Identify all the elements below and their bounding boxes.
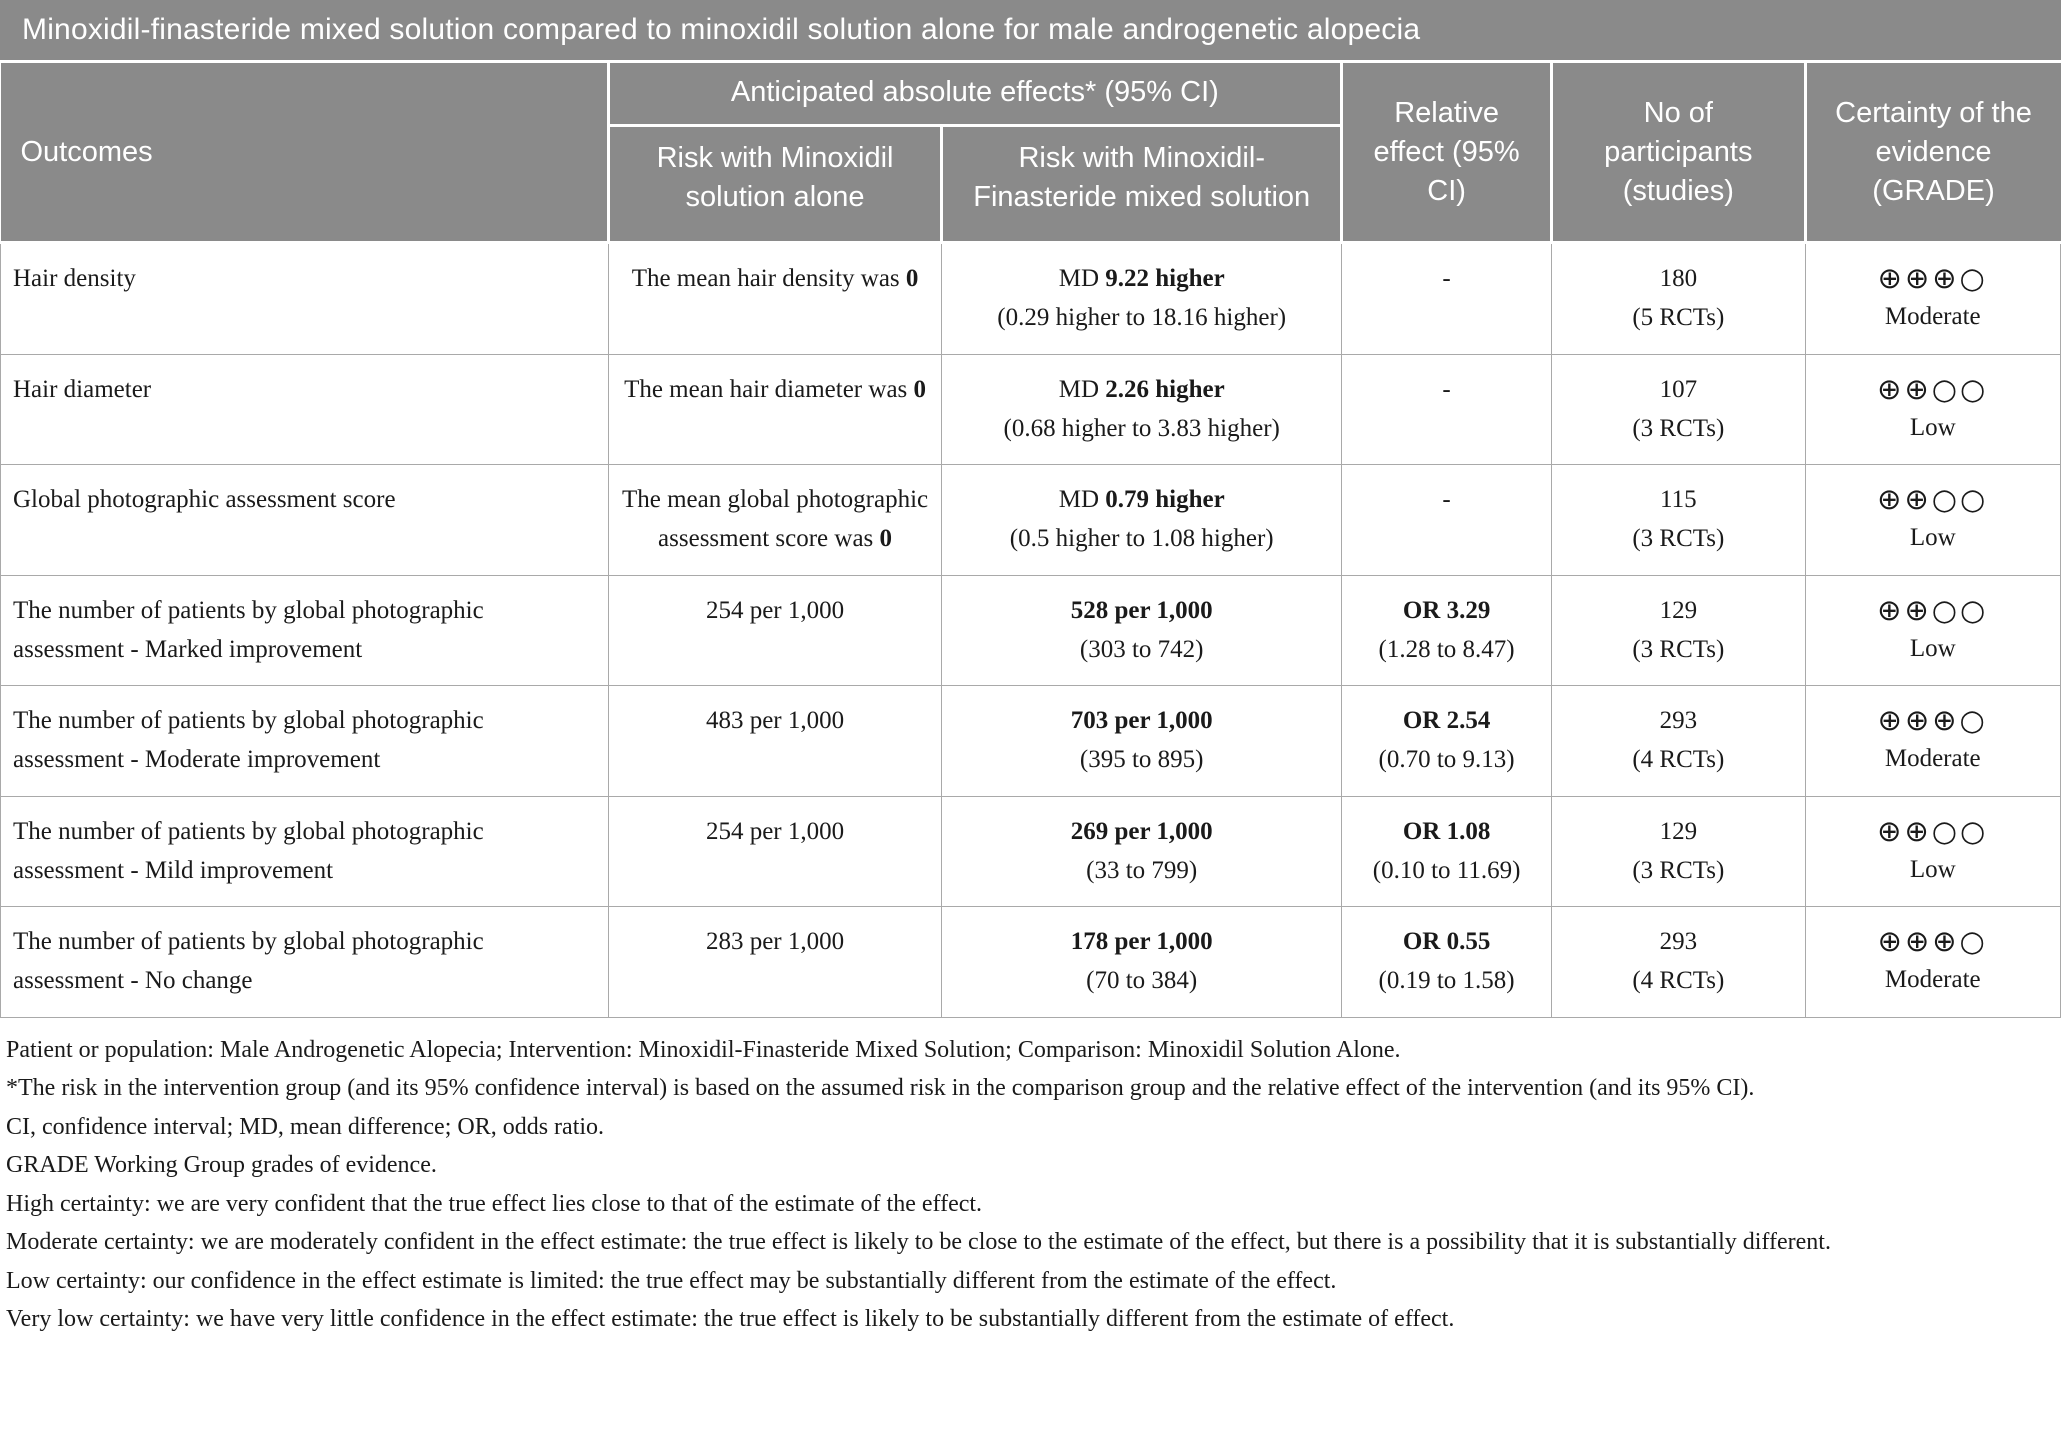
outcome-cell: [1, 243, 609, 355]
table-row: [1, 907, 2061, 1018]
header-participants: No of participants (studies): [1552, 63, 1805, 243]
control-text: The mean global photographic assessment score was: [621, 486, 929, 553]
risk-control-cell: [608, 796, 942, 907]
participants-studies: (3 RCTs): [1632, 414, 1725, 442]
outcome-label: The number of patients by global photographic assessment - Mild improvement: [13, 817, 484, 884]
relative-effect-cell: [1342, 907, 1552, 1018]
grade-label: Low: [1909, 413, 1956, 441]
risk-intervention-cell: [942, 575, 1342, 686]
relative-effect-cell: [1342, 465, 1552, 576]
certainty-cell: [1805, 907, 2060, 1018]
participants-studies: (3 RCTs): [1632, 856, 1725, 884]
participants-studies: (4 RCTs): [1632, 967, 1725, 995]
participants-cell: [1552, 354, 1805, 465]
table-title: Minoxidil-finasteride mixed solution compared to minoxidil solution alone for male androgenetic alopecia: [0, 0, 2061, 60]
relative-line: [1354, 923, 1539, 962]
participants-cell: [1552, 686, 1805, 797]
risk-control-cell: [608, 354, 942, 465]
summary-of-findings-table: [0, 63, 2061, 1018]
risk-intervention-cell: [942, 907, 1342, 1018]
relative-effect-cell: [1342, 686, 1552, 797]
relative-line: [1354, 702, 1539, 741]
header-absolute-effects: Anticipated absolute effects* (95% CI): [608, 63, 1341, 126]
footnotes: [0, 1018, 2061, 1350]
ci-line: (0.5 higher to 1.08 higher): [1009, 525, 1274, 553]
footnote-line: *The risk in the intervention group (and its 95% confidence interval) is based on the assumed risk in the comparison group and the relative effect of the intervention (and its 95% CI).: [6, 1075, 1755, 1102]
grade-symbols: ⊕⊕⊕○: [1877, 261, 1988, 296]
outcome-cell: [1, 907, 609, 1018]
risk-intervention-cell: [942, 354, 1342, 465]
relative-bold: OR 0.55: [1402, 928, 1491, 956]
effect-bold: 0.79 higher: [1105, 486, 1225, 514]
effect-line: [954, 371, 1329, 410]
table-row: [1, 354, 2061, 465]
certainty-cell: [1805, 354, 2060, 465]
outcome-label: The number of patients by global photographic assessment - Marked improvement: [13, 596, 484, 663]
effect-line: [954, 481, 1329, 520]
relative-effect-cell: [1342, 243, 1552, 355]
table-row: [1, 796, 2061, 907]
header-risk-intervention: Risk with Minoxidil-Finasteride mixed solution: [942, 126, 1342, 243]
grade-symbols: ⊕⊕○○: [1877, 592, 1989, 627]
outcome-cell: [1, 575, 609, 686]
effect-bold: 178 per 1,000: [1070, 928, 1213, 956]
participants-cell: [1552, 465, 1805, 576]
grade-label: Low: [1909, 634, 1956, 662]
outcome-label: Hair diameter: [13, 375, 152, 403]
grade-label: Moderate: [1884, 745, 1981, 773]
relative-line: [1354, 371, 1539, 410]
ci-line: (0.29 higher to 18.16 higher): [997, 304, 1287, 332]
certainty-cell: [1805, 796, 2060, 907]
relative-plain: -: [1442, 375, 1451, 403]
risk-intervention-cell: [942, 686, 1342, 797]
grade-symbols: ⊕⊕○○: [1877, 482, 1989, 517]
relative-effect-cell: [1342, 796, 1552, 907]
relative-bold: OR 1.08: [1402, 817, 1491, 845]
footnote-line: Patient or population: Male Androgenetic Alopecia; Intervention: Minoxidil-Finasteride Mixed Solution; Comparison: Minoxidil Solution Alone.: [6, 1036, 1401, 1063]
outcome-label: Hair density: [13, 265, 136, 293]
relative-line: [1354, 592, 1539, 631]
effect-bold: 703 per 1,000: [1070, 707, 1213, 735]
header-certainty: Certainty of the evidence (GRADE): [1805, 63, 2060, 243]
table-row: [1, 575, 2061, 686]
participants-count: 293: [1659, 928, 1698, 956]
participants-count: 129: [1659, 817, 1698, 845]
ci-line: (0.68 higher to 3.83 higher): [1003, 414, 1280, 442]
effect-line: [954, 923, 1329, 962]
table-row: [1, 243, 2061, 355]
effect-bold: 269 per 1,000: [1070, 817, 1213, 845]
footnote-line: High certainty: we are very confident that the true effect lies close to that of the estimate of the effect.: [6, 1190, 983, 1217]
outcome-cell: [1, 354, 609, 465]
participants-studies: (4 RCTs): [1632, 746, 1725, 774]
effect-prefix: MD: [1058, 375, 1100, 403]
grade-symbols: ⊕⊕○○: [1877, 371, 1989, 406]
effect-prefix: MD: [1058, 486, 1100, 514]
control-bold: 0: [905, 265, 919, 293]
participants-cell: [1552, 796, 1805, 907]
footnote-line: Very low certainty: we have very little confidence in the effect estimate: the true effect is likely to be substantially different from the estimate of effect.: [6, 1306, 1455, 1333]
table-row: [1, 465, 2061, 576]
footnote-line: GRADE Working Group grades of evidence.: [6, 1152, 437, 1179]
outcome-cell: [1, 465, 609, 576]
participants-studies: (3 RCTs): [1632, 525, 1725, 553]
relative-ci-line: (0.70 to 9.13): [1378, 746, 1515, 774]
relative-effect-cell: [1342, 575, 1552, 686]
participants-count: 129: [1659, 596, 1698, 624]
grade-symbols: ⊕⊕⊕○: [1877, 703, 1988, 738]
grade-symbols: ⊕⊕⊕○: [1877, 924, 1988, 959]
outcome-cell: [1, 686, 609, 797]
participants-count: 115: [1660, 486, 1697, 514]
relative-plain: -: [1442, 486, 1451, 514]
control-text: The mean hair density was: [631, 265, 900, 293]
header-relative-effect: Relative effect (95% CI): [1342, 63, 1552, 243]
certainty-cell: [1805, 686, 2060, 797]
ci-line: (70 to 384): [1086, 967, 1198, 995]
relative-ci-line: (0.10 to 11.69): [1372, 856, 1521, 884]
risk-control-cell: [608, 686, 942, 797]
table-row: [1, 686, 2061, 797]
control-text: The mean hair diameter was: [624, 375, 908, 403]
footnote-line: CI, confidence interval; MD, mean difference; OR, odds ratio.: [6, 1113, 605, 1140]
table-body: [1, 243, 2061, 1018]
effect-line: [954, 260, 1329, 299]
footnote-line: Low certainty: our confidence in the effect estimate is limited: the true effect may be substantially different from the estimate of the effect.: [6, 1267, 1337, 1294]
participants-count: 107: [1659, 375, 1698, 403]
participants-cell: [1552, 907, 1805, 1018]
footnote-line: Moderate certainty: we are moderately confident in the effect estimate: the true effect is likely to be close to the estimate of the effect, but there is a possibility that it is substantially different.: [6, 1229, 1831, 1256]
grade-symbols: ⊕⊕○○: [1877, 813, 1989, 848]
participants-studies: (3 RCTs): [1632, 635, 1725, 663]
relative-bold: OR 2.54: [1402, 707, 1491, 735]
control-bold: 0: [913, 375, 927, 403]
control-text: 254 per 1,000: [705, 596, 845, 624]
effect-bold: 9.22 higher: [1105, 265, 1225, 293]
participants-cell: [1552, 243, 1805, 355]
outcome-label: Global photographic assessment score: [13, 486, 396, 514]
risk-control-cell: [608, 243, 942, 355]
effect-bold: 528 per 1,000: [1070, 596, 1213, 624]
certainty-cell: [1805, 575, 2060, 686]
effect-line: [954, 813, 1329, 852]
participants-studies: (5 RCTs): [1632, 304, 1725, 332]
outcome-cell: [1, 796, 609, 907]
relative-line: [1354, 481, 1539, 520]
effect-bold: 2.26 higher: [1105, 375, 1225, 403]
ci-line: (395 to 895): [1079, 746, 1204, 774]
participants-count: 293: [1659, 707, 1698, 735]
risk-control-cell: [608, 465, 942, 576]
effect-line: [954, 702, 1329, 741]
risk-intervention-cell: [942, 243, 1342, 355]
effect-prefix: MD: [1058, 265, 1100, 293]
participants-cell: [1552, 575, 1805, 686]
certainty-cell: [1805, 465, 2060, 576]
control-bold: 0: [879, 525, 893, 553]
grade-label: Low: [1909, 855, 1956, 883]
relative-line: [1354, 260, 1539, 299]
outcome-label: The number of patients by global photographic assessment - No change: [13, 928, 484, 995]
table-header: [1, 63, 2061, 243]
grade-label: Moderate: [1884, 303, 1981, 331]
participants-count: 180: [1659, 265, 1698, 293]
risk-intervention-cell: [942, 796, 1342, 907]
relative-plain: -: [1442, 265, 1451, 293]
risk-control-cell: [608, 575, 942, 686]
grade-label: Low: [1909, 524, 1956, 552]
header-risk-control: Risk with Minoxidil solution alone: [608, 126, 942, 243]
ci-line: (33 to 799): [1086, 856, 1198, 884]
relative-line: [1354, 813, 1539, 852]
certainty-cell: [1805, 243, 2060, 355]
control-text: 254 per 1,000: [705, 817, 845, 845]
relative-ci-line: (1.28 to 8.47): [1378, 635, 1515, 663]
outcome-label: The number of patients by global photographic assessment - Moderate improvement: [13, 707, 484, 774]
relative-ci-line: (0.19 to 1.58): [1378, 967, 1515, 995]
header-outcomes: Outcomes: [1, 63, 609, 243]
relative-effect-cell: [1342, 354, 1552, 465]
effect-line: [954, 592, 1329, 631]
risk-intervention-cell: [942, 465, 1342, 576]
grade-label: Moderate: [1884, 966, 1981, 994]
relative-bold: OR 3.29: [1402, 596, 1491, 624]
control-text: 283 per 1,000: [705, 928, 845, 956]
ci-line: (303 to 742): [1079, 635, 1204, 663]
control-text: 483 per 1,000: [705, 707, 845, 735]
risk-control-cell: [608, 907, 942, 1018]
